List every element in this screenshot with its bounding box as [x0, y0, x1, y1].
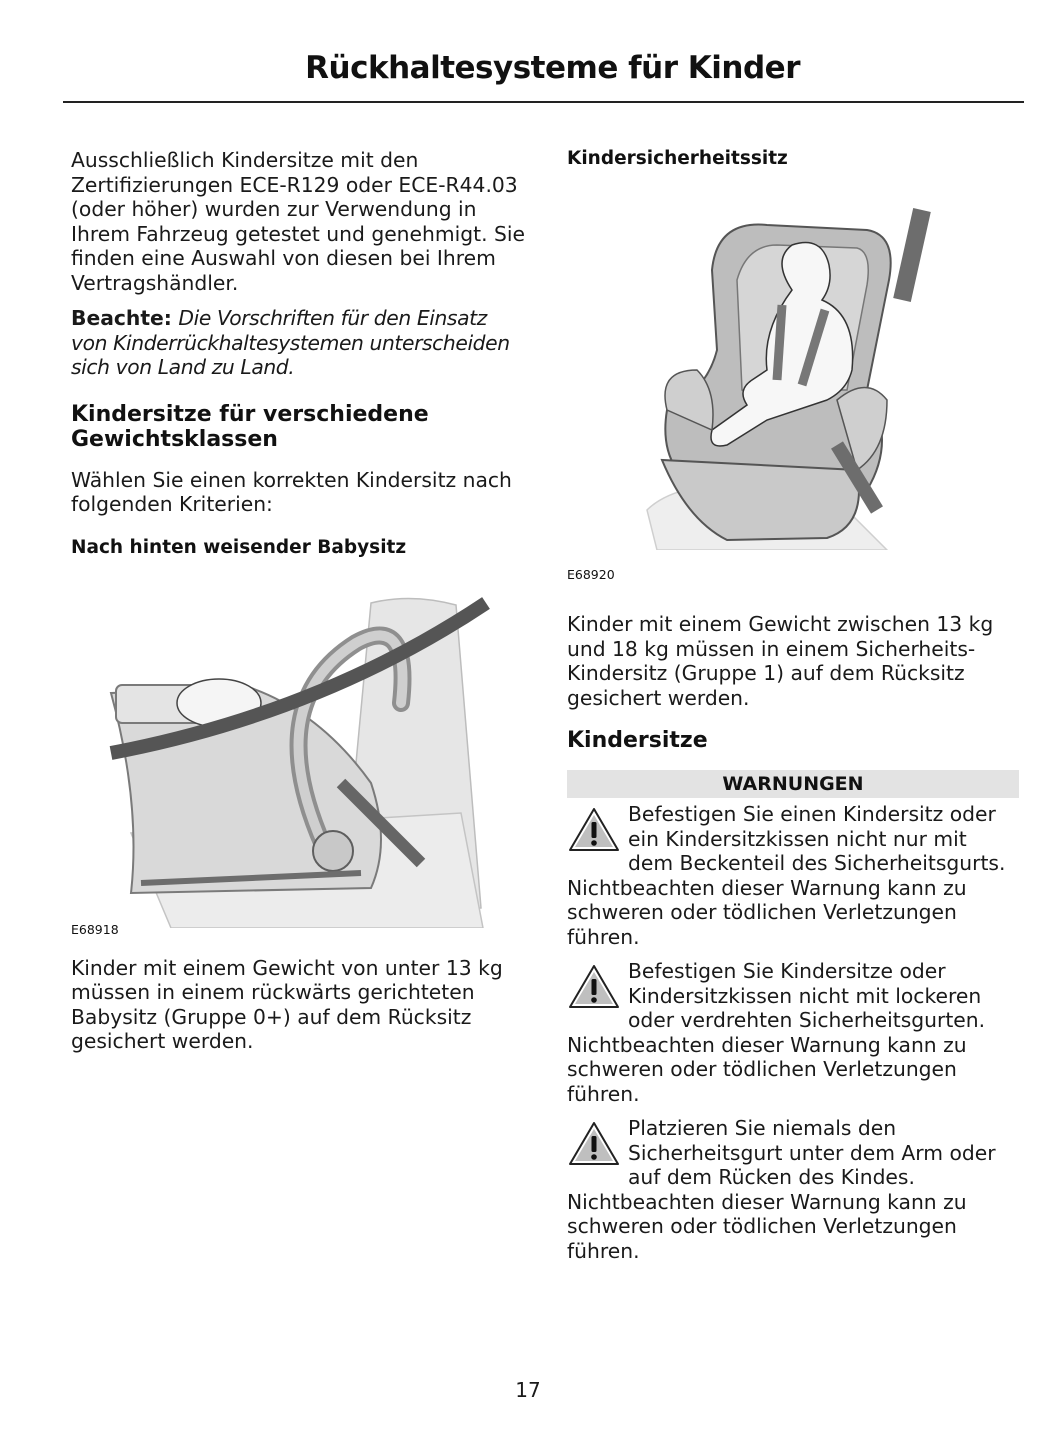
warning-consequence: Nichtbeachten dieser Warnung kann zu schweren oder tödlichen Verletzungen führen. [567, 875, 967, 949]
warning-line-2: Kindersitzkissen nicht mit lockeren [628, 983, 982, 1008]
figure-code-right: E68920 [567, 567, 615, 582]
warning-consequence: Nichtbeachten dieser Warnung kann zu schweren oder tödlichen Verletzungen führen. [567, 1189, 967, 1263]
warning-triangle-icon [567, 806, 621, 854]
rear-facing-baby-seat-illustration [71, 583, 526, 928]
warning-line-1: Befestigen Sie Kindersitze oder [628, 959, 946, 983]
warning-item [567, 802, 1019, 949]
section-intro: Wählen Sie einen korrekten Kindersitz nach folgenden Kriterien: [71, 467, 512, 516]
left-column [71, 148, 526, 1054]
sub-heading-child-safety-seat: Kindersicherheitssitz [567, 148, 788, 169]
warning-line-2: ein Kindersitzkissen nicht nur mit [628, 826, 967, 851]
child-safety-seat-illustration [567, 190, 1019, 550]
section-heading-child-seats: Kindersitze [567, 728, 708, 753]
sub-heading-rear-facing: Nach hinten weisender Babysitz [71, 536, 407, 558]
figure-caption-child-seat: Kinder mit einem Gewicht zwischen 13 kg und 18 kg müssen in einem Sicherheits-Kindersitz (Gruppe 1) auf dem Rücksitz gesichert werden. [567, 612, 994, 710]
warning-consequence: Nichtbeachten dieser Warnung kann zu schweren oder tödlichen Verletzungen führen. [567, 1032, 967, 1106]
figure-child-safety-seat [567, 190, 1019, 582]
title-divider [63, 101, 1024, 103]
note-text: Die Vorschriften für den Einsatz von Kinderrückhaltesystemen unterscheiden sich von Land zu Land. [71, 306, 510, 379]
warning-line-3: dem Beckenteil des Sicherheitsgurts. [628, 851, 1006, 875]
warning-line-3: oder verdrehten Sicherheitsgurten. [628, 1008, 986, 1032]
warning-item [567, 959, 1019, 1106]
right-column [567, 148, 1019, 1263]
warning-line-1: Befestigen Sie einen Kindersitz oder [628, 802, 996, 826]
page-title: Rückhaltesysteme für Kinder [305, 50, 800, 86]
intro-paragraph: Ausschließlich Kindersitze mit den Zertifizierungen ECE-R129 oder ECE-R44.03 (oder höher) wurden zur Verwendung in Ihrem Fahrzeug getestet und genehmigt. Sie finden eine Auswahl von diesen bei Ihrem Vertragshändler. [71, 148, 525, 295]
section-heading-weight-classes: Kindersitze für verschiedene Gewichtsklassen [71, 401, 429, 452]
warning-item [567, 1116, 1019, 1263]
warning-line-2: Sicherheitsgurt unter dem Arm oder [628, 1140, 996, 1165]
figure-rear-facing-baby-seat [71, 583, 526, 937]
figure-caption-rear-facing: Kinder mit einem Gewicht von unter 13 kg müssen in einem rückwärts gerichteten Babysitz (Gruppe 0+) auf dem Rücksitz gesichert werden. [71, 955, 503, 1053]
page-number: 17 [515, 1378, 541, 1402]
warning-line-3: auf dem Rücken des Kindes. [628, 1165, 915, 1189]
warning-line-1: Platzieren Sie niemals den [628, 1116, 897, 1140]
figure-code: E68918 [71, 921, 119, 937]
warnings-header: WARNUNGEN [567, 770, 1019, 798]
warning-triangle-icon [567, 963, 621, 1011]
note-paragraph [71, 306, 526, 380]
warning-triangle-icon [567, 1120, 621, 1168]
note-label: Beachte: [71, 306, 172, 330]
